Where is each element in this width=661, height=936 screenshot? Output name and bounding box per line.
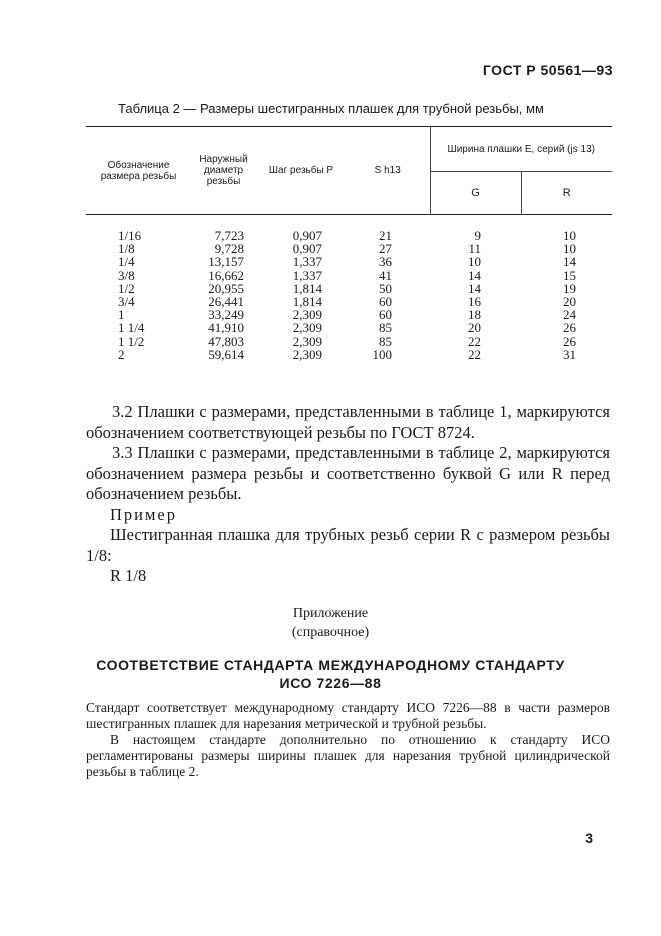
table-body [86,215,612,362]
example-text: Шестигранная плашка для трубных резьб серии R с размером резьбы 1/8: [86,525,610,565]
cell-pitch: 1,337 [292,267,322,283]
cell-series-g: 16 [468,294,481,310]
table-row [86,295,612,308]
cell-designation: 1/2 [118,280,135,296]
header-series-g: G [430,172,521,215]
appendix-heading [0,604,661,642]
cell-pitch: 2,309 [292,307,322,323]
header-s: S h13 [346,127,430,215]
cell-diameter: 9,728 [214,241,244,257]
header-designation: Обозначение размера резьбы [86,127,191,215]
cell-pitch: 2,309 [292,346,322,362]
cell-series-g: 10 [468,254,481,270]
header-width-group: Ширина плашки E, серий (js 13) [430,127,612,172]
cell-series-r: 19 [563,280,577,296]
paragraph-3-2: 3.2 Плашки с размерами, представленными в таблице 1, маркируются обозначением соответствующей резьбы по ГОСТ 8724. [86,402,610,442]
paragraph-3-3: 3.3 Плашки с размерами, представленными в таблице 2, маркируются обозначением размера резьбы и соответственно буквой G или R перед обозначением резьбы. [86,443,610,503]
cell-series-r: 20 [563,294,577,310]
cell-s: 85 [379,333,392,349]
cell-designation: 1 [118,307,125,323]
cell-series-g: 18 [468,307,481,323]
cell-series-g: 20 [468,320,481,336]
cell-s: 60 [379,307,392,323]
cell-designation: 1/16 [118,228,142,243]
cell-s: 50 [379,280,392,296]
cell-series-g: 22 [468,333,481,349]
table-caption: Таблица 2 — Размеры шестигранных плашек для трубной резьбы, мм [118,101,544,116]
cell-series-r: 31 [563,346,577,362]
cell-pitch: 0,907 [292,228,322,243]
cell-s: 36 [379,254,392,270]
example-value: R 1/8 [110,566,147,585]
cell-series-r: 10 [563,241,577,257]
cell-designation: 1 1/4 [118,320,145,336]
cell-series-r: 24 [563,307,577,323]
cell-s: 21 [379,228,392,243]
table-row [86,308,612,321]
cell-designation: 1 1/2 [118,333,145,349]
cell-series-g: 22 [468,346,481,362]
thread-dimensions-table [86,126,612,361]
cell-series-g: 9 [474,228,481,243]
example-label: Пример [110,504,178,524]
section-text [86,402,610,587]
table-row [86,348,612,361]
header-outer-diameter: Наружный диаметр резьбы [191,127,256,215]
cell-designation: 2 [118,346,125,362]
appendix-label: Приложение [292,606,369,621]
cell-diameter: 33,249 [208,307,244,323]
page-number: 3 [585,830,593,846]
appendix-title [0,656,661,692]
cell-pitch: 2,309 [292,333,322,349]
document-header: ГОСТ Р 50561—93 [482,62,613,78]
table-row [86,242,612,255]
cell-designation: 3/4 [118,294,135,310]
cell-diameter: 41,910 [208,320,244,336]
cell-diameter: 26,441 [208,294,244,310]
cell-designation: 1/4 [118,254,135,270]
cell-pitch: 1,814 [292,294,322,310]
table-row [86,321,612,334]
cell-pitch: 1,814 [292,280,322,296]
cell-s: 85 [379,320,392,336]
cell-pitch: 2,309 [292,320,322,336]
cell-pitch: 0,907 [292,241,322,257]
cell-diameter: 47,803 [208,333,244,349]
cell-s: 100 [372,346,392,362]
cell-s: 60 [379,294,392,310]
appendix-paragraph-2: В настоящем стандарте дополнительно по отношению к стандарту ИСО регламентированы размеры ширины плашек для нарезания трубной цилиндрической резьбы в таблице 2. [86,732,610,779]
cell-series-g: 11 [468,241,481,257]
appendix-title-line2: ИСО 7226—88 [279,675,382,691]
cell-diameter: 59,614 [208,346,244,362]
table-row [86,255,612,268]
cell-series-r: 14 [563,254,577,270]
table-row [86,269,612,282]
header-pitch: Шаг резьбы P [256,127,346,215]
cell-diameter: 20,955 [208,280,244,296]
cell-pitch: 1,337 [292,254,322,270]
appendix-title-line1: СООТВЕТСТВИЕ СТАНДАРТА МЕЖДУНАРОДНОМУ СТАНДАРТУ [96,657,565,673]
table-row [86,215,612,243]
cell-s: 27 [379,241,392,257]
cell-series-r: 26 [563,320,577,336]
table-row [86,335,612,348]
appendix-paragraph-1: Стандарт соответствует международному стандарту ИСО 7226—88 в части размеров шестигранных плашек для нарезания метрической и трубной резьбы. [86,700,610,731]
cell-series-g: 14 [468,267,481,283]
cell-diameter: 7,723 [214,228,244,243]
cell-diameter: 16,662 [208,267,244,283]
cell-diameter: 13,157 [208,254,244,270]
cell-series-r: 15 [563,267,577,283]
cell-designation: 3/8 [118,267,135,283]
cell-series-r: 26 [563,333,577,349]
cell-series-g: 14 [468,280,481,296]
appendix-kind: (справочное) [291,625,370,640]
cell-series-r: 10 [563,228,577,243]
table-row [86,282,612,295]
cell-designation: 1/8 [118,241,135,257]
cell-s: 41 [379,267,392,283]
appendix-text [86,700,610,780]
header-series-r: R [521,172,612,215]
